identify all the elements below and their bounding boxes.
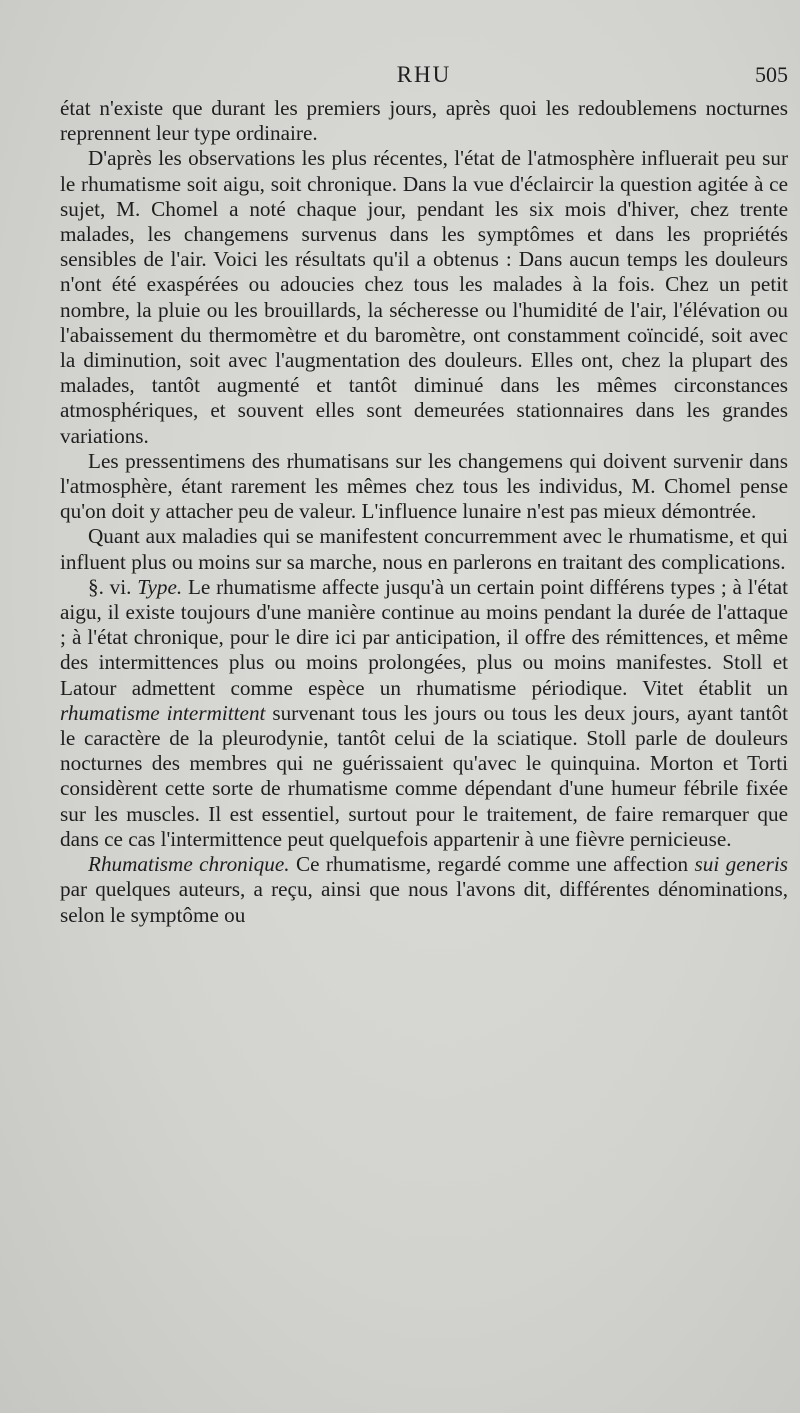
section-title: Type.: [137, 574, 183, 599]
paragraph-6-italic-term: sui generis: [694, 852, 789, 877]
paragraph-2: D'après les observations les plus récentes, l'état de l'atmosphère influerait peu sur le rhumatisme soit aigu, soit chronique. Dans la vue d'éclaircir la question agitée à ce sujet, M. Chomel a noté chaque jour, pendant les six mois d'hiver, chez trente malades, les changemens survenus dans les symptômes et dans les propriétés sensibles de l'air. Voici les résultats qu'il a obtenus : Dans aucun temps les douleurs n'ont été exaspérées ou adoucies chez tous les malades à la fois. Chez un petit nombre, la pluie ou les brouillards, la sécheresse ou l'humidité de l'air, l'élévation ou l'abaissement du thermomètre et du baromètre, ont constamment coïncidé, soit avec la diminution, soit avec l'augmentation des douleurs. Elles ont, chez la plupart des malades, tantôt augmenté et tantôt diminué dans les mêmes circonstances atmosphériques, et souvent elles sont demeurées stationnaires dans les grandes variations.: [60, 146, 788, 448]
paragraph-5-text-b: survenant tous les jours ou tous les deux jours, ayant tantôt le caractère de la pleurodynie, tantôt celui de la sciatique. Stoll parle de douleurs nocturnes des membres qui ne guérissaient qu'avec le quinquina. Morton et Torti considèrent cette sorte de rhumatisme comme dépendant d'une humeur fébrile fixée sur les muscles. Il est essentiel, surtout pour le traitement, de faire remarquer que dans ce cas l'intermittence peut quelquefois appartenir à une fièvre pernicieuse.: [60, 700, 789, 851]
body-text: [60, 96, 788, 928]
paragraph-1: état n'existe que durant les premiers jours, après quoi les redoublemens nocturnes reprennent leur type ordinaire.: [60, 96, 788, 146]
paragraph-4: Quant aux maladies qui se manifestent concurremment avec le rhumatisme, et qui influent plus ou moins sur sa marche, nous en parlerons en traitant des complications.: [60, 524, 788, 574]
paragraph-3: Les pressentimens des rhumatisans sur les changemens qui doivent survenir dans l'atmosphère, étant rarement les mêmes chez tous les individus, M. Chomel pense qu'on doit y attacher peu de valeur. L'influence lunaire n'est pas mieux démontrée.: [60, 448, 788, 524]
page-header: [60, 62, 788, 96]
paragraph-6-text-a: Ce rhumatisme, regardé comme une affection: [295, 852, 689, 877]
section-number: §. vi.: [88, 574, 132, 599]
paragraph-5-text-a: Le rhumatisme affecte jusqu'à un certain point différens types ; à l'état aigu, il existe toujours d'une manière continue au moins pendant la durée de l'attaque ; à l'état chronique, pour le dire ici par anticipation, il offre des rémittences, et même des intermittences plus ou moins prolongées, plus ou moins manifestes. Stoll et Latour admettent comme espèce un rhumatisme périodique. Vitet établit un: [60, 574, 789, 700]
paragraph-5: [60, 575, 788, 852]
page-number: 505: [755, 62, 788, 87]
subsection-title: Rhumatisme chronique.: [88, 852, 290, 877]
paragraph-6: [60, 852, 788, 928]
paragraph-5-italic-term: rhumatisme intermittent: [60, 700, 266, 725]
running-head: RHU: [396, 62, 452, 87]
paragraph-6-text-b: par quelques auteurs, a reçu, ainsi que nous l'avons dit, différentes dénominations, selon le symptôme ou: [60, 877, 788, 927]
